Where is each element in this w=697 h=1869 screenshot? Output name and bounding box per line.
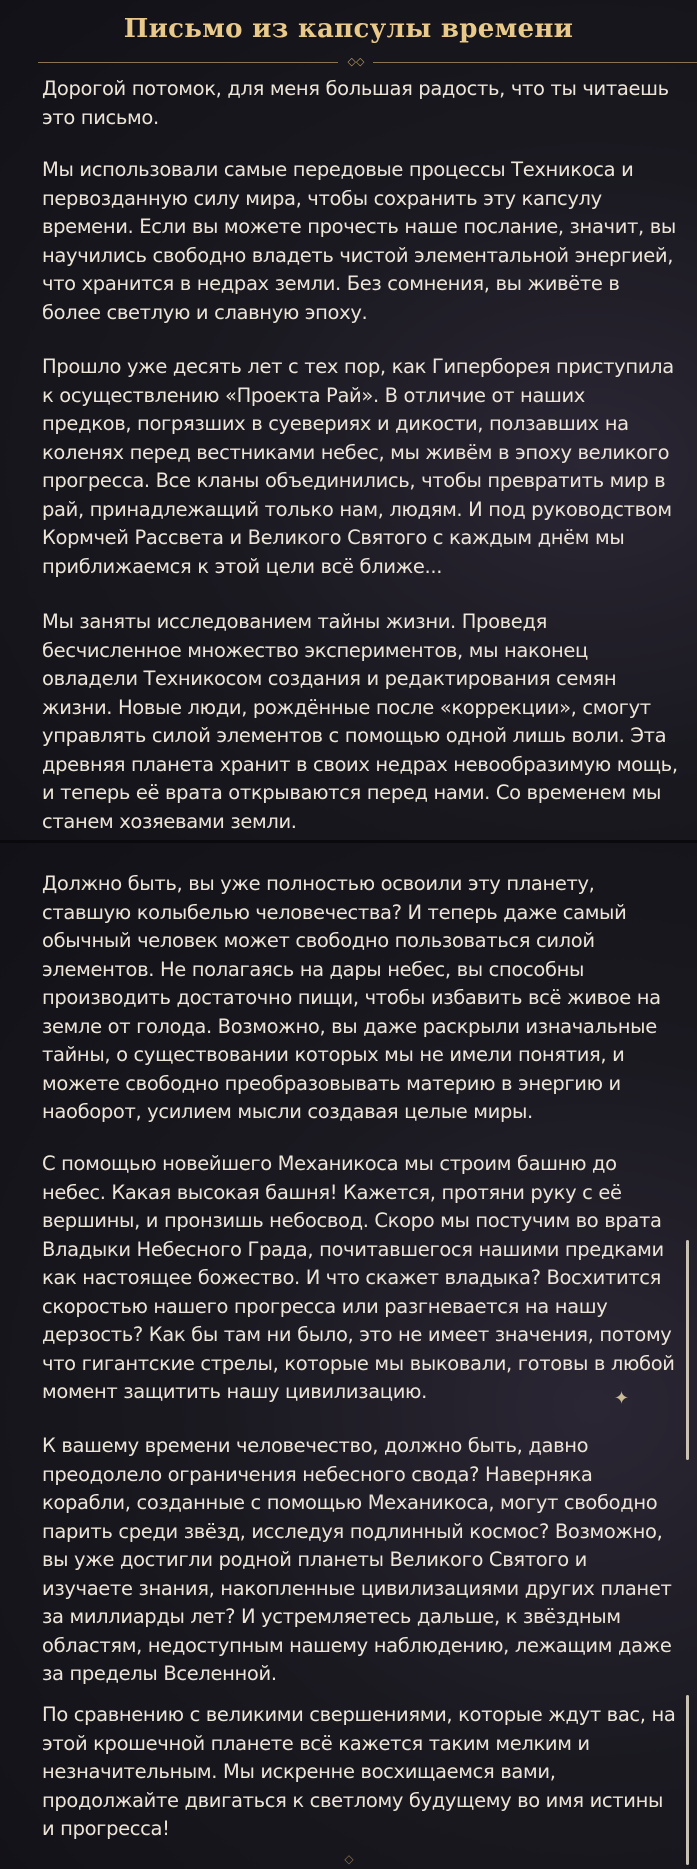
letter-paragraph: Дорогой потомок, для меня большая радость, что ты читаешь это письмо. <box>42 77 669 129</box>
letter-paragraph: Мы заняты исследованием тайны жизни. Проведя бесчисленное множество экспериментов, мы наконец овладели Техникосом создания и редактирования семян жизни. Новые люди, рождённые после «коррекции», смогут управлять силой элементов с помощью одной лишь воли. Эта древняя планета хранит в своих недрах невообразимую мощь, и теперь её врата открываются перед нами. Со временем мы станем хозяевами земли. <box>42 610 678 833</box>
sparkle-icon: ✦ <box>614 1388 630 1409</box>
title-divider <box>38 56 697 70</box>
letter-paragraph: Мы использовали самые передовые процессы Техникоса и первозданную силу мира, чтобы сохранить эту капсулу времени. Если вы можете прочесть наше послание, значит, вы научились свободно владеть чистой элементальной энергией, что хранится в недрах земли. Без сомнения, вы живёте в более светлую и славную эпоху. <box>42 158 676 324</box>
letter-panel-top <box>0 0 697 843</box>
diamond-ornament-icon: ◇◇ <box>347 55 365 68</box>
diamond-ornament-icon: ◇ <box>344 1852 354 1866</box>
scrollbar-thumb[interactable] <box>686 1695 689 1865</box>
letter-paragraph: По сравнению с великими свершениями, которые ждут вас, на этой крошечной планете всё кажется таким мелким и незначительным. Мы искренне восхищаемся вами, продолжайте двигаться к светлому будущему во имя истины и прогресса! <box>42 1703 676 1840</box>
letter-paragraph: Должно быть, вы уже полностью освоили эту планету, ставшую колыбелью человечества? И теперь даже самый обычный человек может свободно пользоваться силой элементов. Не полагаясь на дары небес, вы способны производить достаточно пищи, чтобы избавить всё живое на земле от голода. Возможно, вы даже раскрыли изначальные тайны, о существовании которых мы не имели понятия, и можете свободно преобразовывать материю в энергию и наоборот, усилием мысли создавая целые миры. <box>42 872 661 1123</box>
letter-paragraph: К вашему времени человечество, должно быть, давно преодолело ограничения небесного свода? Наверняка корабли, созданные с помощью Механикоса, могут свободно парить среди звёзд, исследуя подлинный космос? Возможно, вы уже достигли родной планеты Великого Святого и изучаете знания, накопленные цивилизациями других планет за миллиарды лет? И устремляетесь дальше, к звёздным областям, недоступным нашему наблюдению, лежащим даже за пределы Вселенной. <box>42 1434 672 1685</box>
letter-paragraph: С помощью новейшего Механикоса мы строим башню до небес. Какая высокая башня! Кажется, протяни руку с её вершины, и пронзишь небосвод. Скоро мы постучим во врата Владыки Небесного Града, почитавшегося нашими предками как настоящее божество. И что скажет владыка? Восхитится скоростью нашего прогресса или разгневается на нашу дерзость? Как бы там ни было, это не имеет значения, потому что гигантские стрелы, которые мы выковали, готовы в любой момент защитить нашу цивилизацию. <box>42 1152 675 1403</box>
scrollbar-thumb[interactable] <box>686 1240 689 1460</box>
letter-paragraph: Прошло уже десять лет с тех пор, как Гиперборея приступила к осуществлению «Проекта Рай». В отличие от наших предков, погрязших в суевериях и дикости, ползавших на коленях перед вестниками небес, мы живём в эпоху великого прогресса. Все кланы объединились, чтобы превратить мир в рай, принадлежащий только нам, людям. И под руководством Кормчей Рассвета и Великого Святого с каждым днём мы приближаемся к этой цели всё ближе... <box>42 355 674 578</box>
page-title: Письмо из капсулы времени <box>123 14 574 44</box>
letter-panel-bottom <box>0 843 697 1869</box>
